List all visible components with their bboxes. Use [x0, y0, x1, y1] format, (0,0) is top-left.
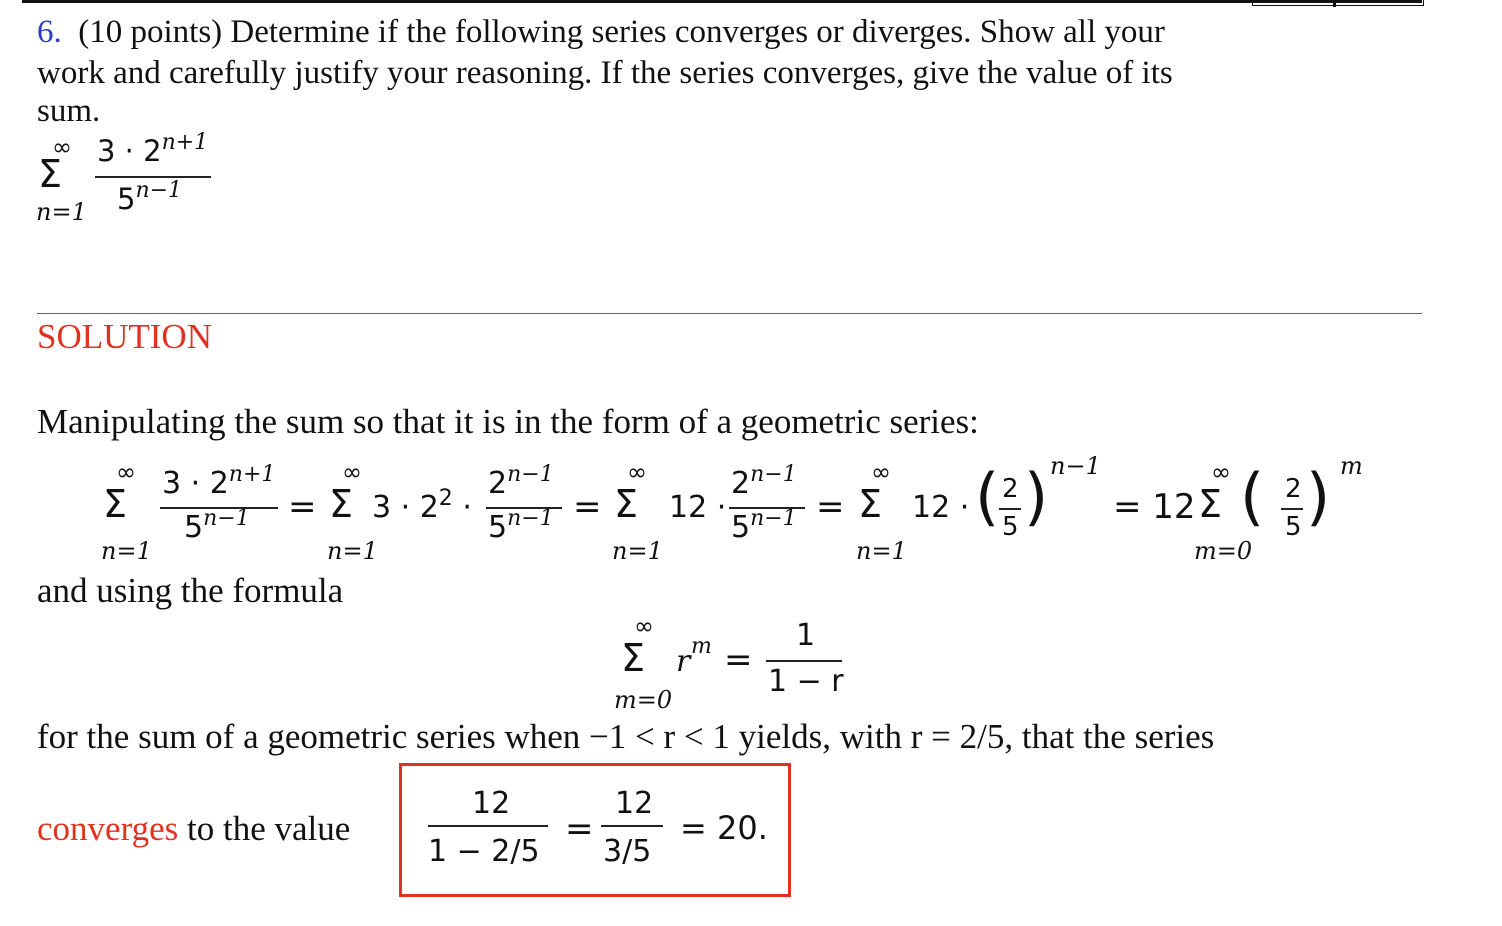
intro-text: Manipulating the sum so that it is in the form of a geometric series: — [37, 402, 979, 441]
s2-upper: ∞ — [342, 458, 362, 486]
s5-frac-bar — [1281, 508, 1303, 510]
s2-num: $2^{n-1}$ — [488, 462, 554, 501]
s4-upper: ∞ — [871, 458, 891, 486]
condition-text: for the sum of a geometric series when −1 < r < 1 yields, with r = 2/5, that the series — [37, 717, 1215, 756]
f-den: 1 − r — [768, 664, 844, 699]
s1-num: $3 \cdot 2^{n+1}$ — [162, 462, 276, 501]
s2-den: $5^{n-1}$ — [488, 506, 554, 545]
a2-den: 3/5 — [603, 834, 652, 869]
page-top-notch — [1333, 0, 1336, 7]
s2-lower: n=1 — [327, 537, 378, 565]
s5-sigma: Σ — [1198, 482, 1223, 526]
question-number: 6. — [37, 14, 62, 50]
s4-rparen: ) — [1024, 460, 1049, 533]
question-line-1 — [37, 12, 1165, 53]
a1-num: 12 — [472, 786, 511, 821]
conclusion-rest: to the value — [187, 809, 351, 848]
s1-den: $5^{n-1}$ — [184, 506, 250, 545]
q-sigma: Σ — [38, 152, 63, 196]
s4-frac-num: 2 — [1002, 474, 1019, 504]
eq-3: = — [816, 487, 845, 527]
q-numerator: $3 \cdot 2^{n+1}$ — [97, 130, 209, 168]
s3-num: $2^{n-1}$ — [731, 462, 797, 501]
s3-upper: ∞ — [627, 458, 647, 486]
s4-sigma: Σ — [858, 482, 883, 526]
solution-heading: SOLUTION — [37, 317, 212, 356]
s3-den: $5^{n-1}$ — [731, 506, 797, 545]
s4-exponent: n−1 — [1050, 452, 1101, 480]
a2-bar — [601, 825, 663, 827]
eq-1: = — [288, 487, 317, 527]
f-sigma: Σ — [621, 636, 646, 680]
f-upper: ∞ — [634, 612, 654, 640]
s4-coef: 12 · — [912, 490, 970, 525]
page-top-box — [1252, 0, 1424, 6]
eq-4: = 12 — [1113, 487, 1196, 527]
s4-frac-den: 5 — [1002, 512, 1019, 542]
q-denominator: $5^{n-1}$ — [117, 178, 183, 216]
f-r: r — [676, 644, 691, 679]
a-eq-1: = — [565, 809, 594, 849]
converges-word: converges — [37, 809, 179, 848]
s5-frac-num: 2 — [1285, 474, 1302, 504]
s1-sigma: Σ — [103, 482, 128, 526]
eq-2: = — [573, 487, 602, 527]
s3-sigma: Σ — [614, 482, 639, 526]
s4-frac-bar — [999, 508, 1021, 510]
s3-coef: 12 · — [669, 490, 727, 525]
s3-lower: n=1 — [612, 537, 663, 565]
s5-lower: m=0 — [1194, 537, 1253, 565]
f-bar — [766, 660, 842, 662]
conclusion-text — [37, 808, 350, 849]
s5-lparen: ( — [1240, 460, 1265, 533]
s4-lower: n=1 — [856, 537, 907, 565]
question-text-1: (10 points) Determine if the following series converges or diverges. Show all your — [78, 14, 1165, 50]
q-sum-lower: n=1 — [36, 198, 87, 226]
s1-lower: n=1 — [101, 537, 152, 565]
solution-divider — [37, 313, 1422, 314]
s2-coef: $3 \cdot 2^2$ · — [372, 486, 472, 525]
formula-intro: and using the formula — [37, 571, 344, 610]
f-num: 1 — [796, 618, 816, 653]
question-line-2: work and carefully justify your reasoning. If the series converges, give the value of its — [37, 55, 1173, 91]
a1-bar — [428, 825, 548, 827]
q-sum-upper: ∞ — [52, 133, 72, 161]
s5-rparen: ) — [1306, 460, 1331, 533]
page-top-border — [22, 0, 1422, 3]
a1-den: 1 − 2/5 — [428, 834, 540, 869]
f-r-exponent: m — [691, 634, 712, 659]
s5-upper: ∞ — [1211, 458, 1231, 486]
s1-upper: ∞ — [116, 458, 136, 486]
question-line-3: sum. — [37, 93, 101, 129]
f-eq: = — [724, 640, 753, 680]
f-lower: m=0 — [614, 686, 673, 714]
s5-exponent: m — [1340, 452, 1363, 480]
a-result: = 20. — [680, 809, 768, 847]
s5-frac-den: 5 — [1285, 512, 1302, 542]
s4-lparen: ( — [975, 460, 1000, 533]
s2-sigma: Σ — [329, 482, 354, 526]
a2-num: 12 — [615, 786, 654, 821]
